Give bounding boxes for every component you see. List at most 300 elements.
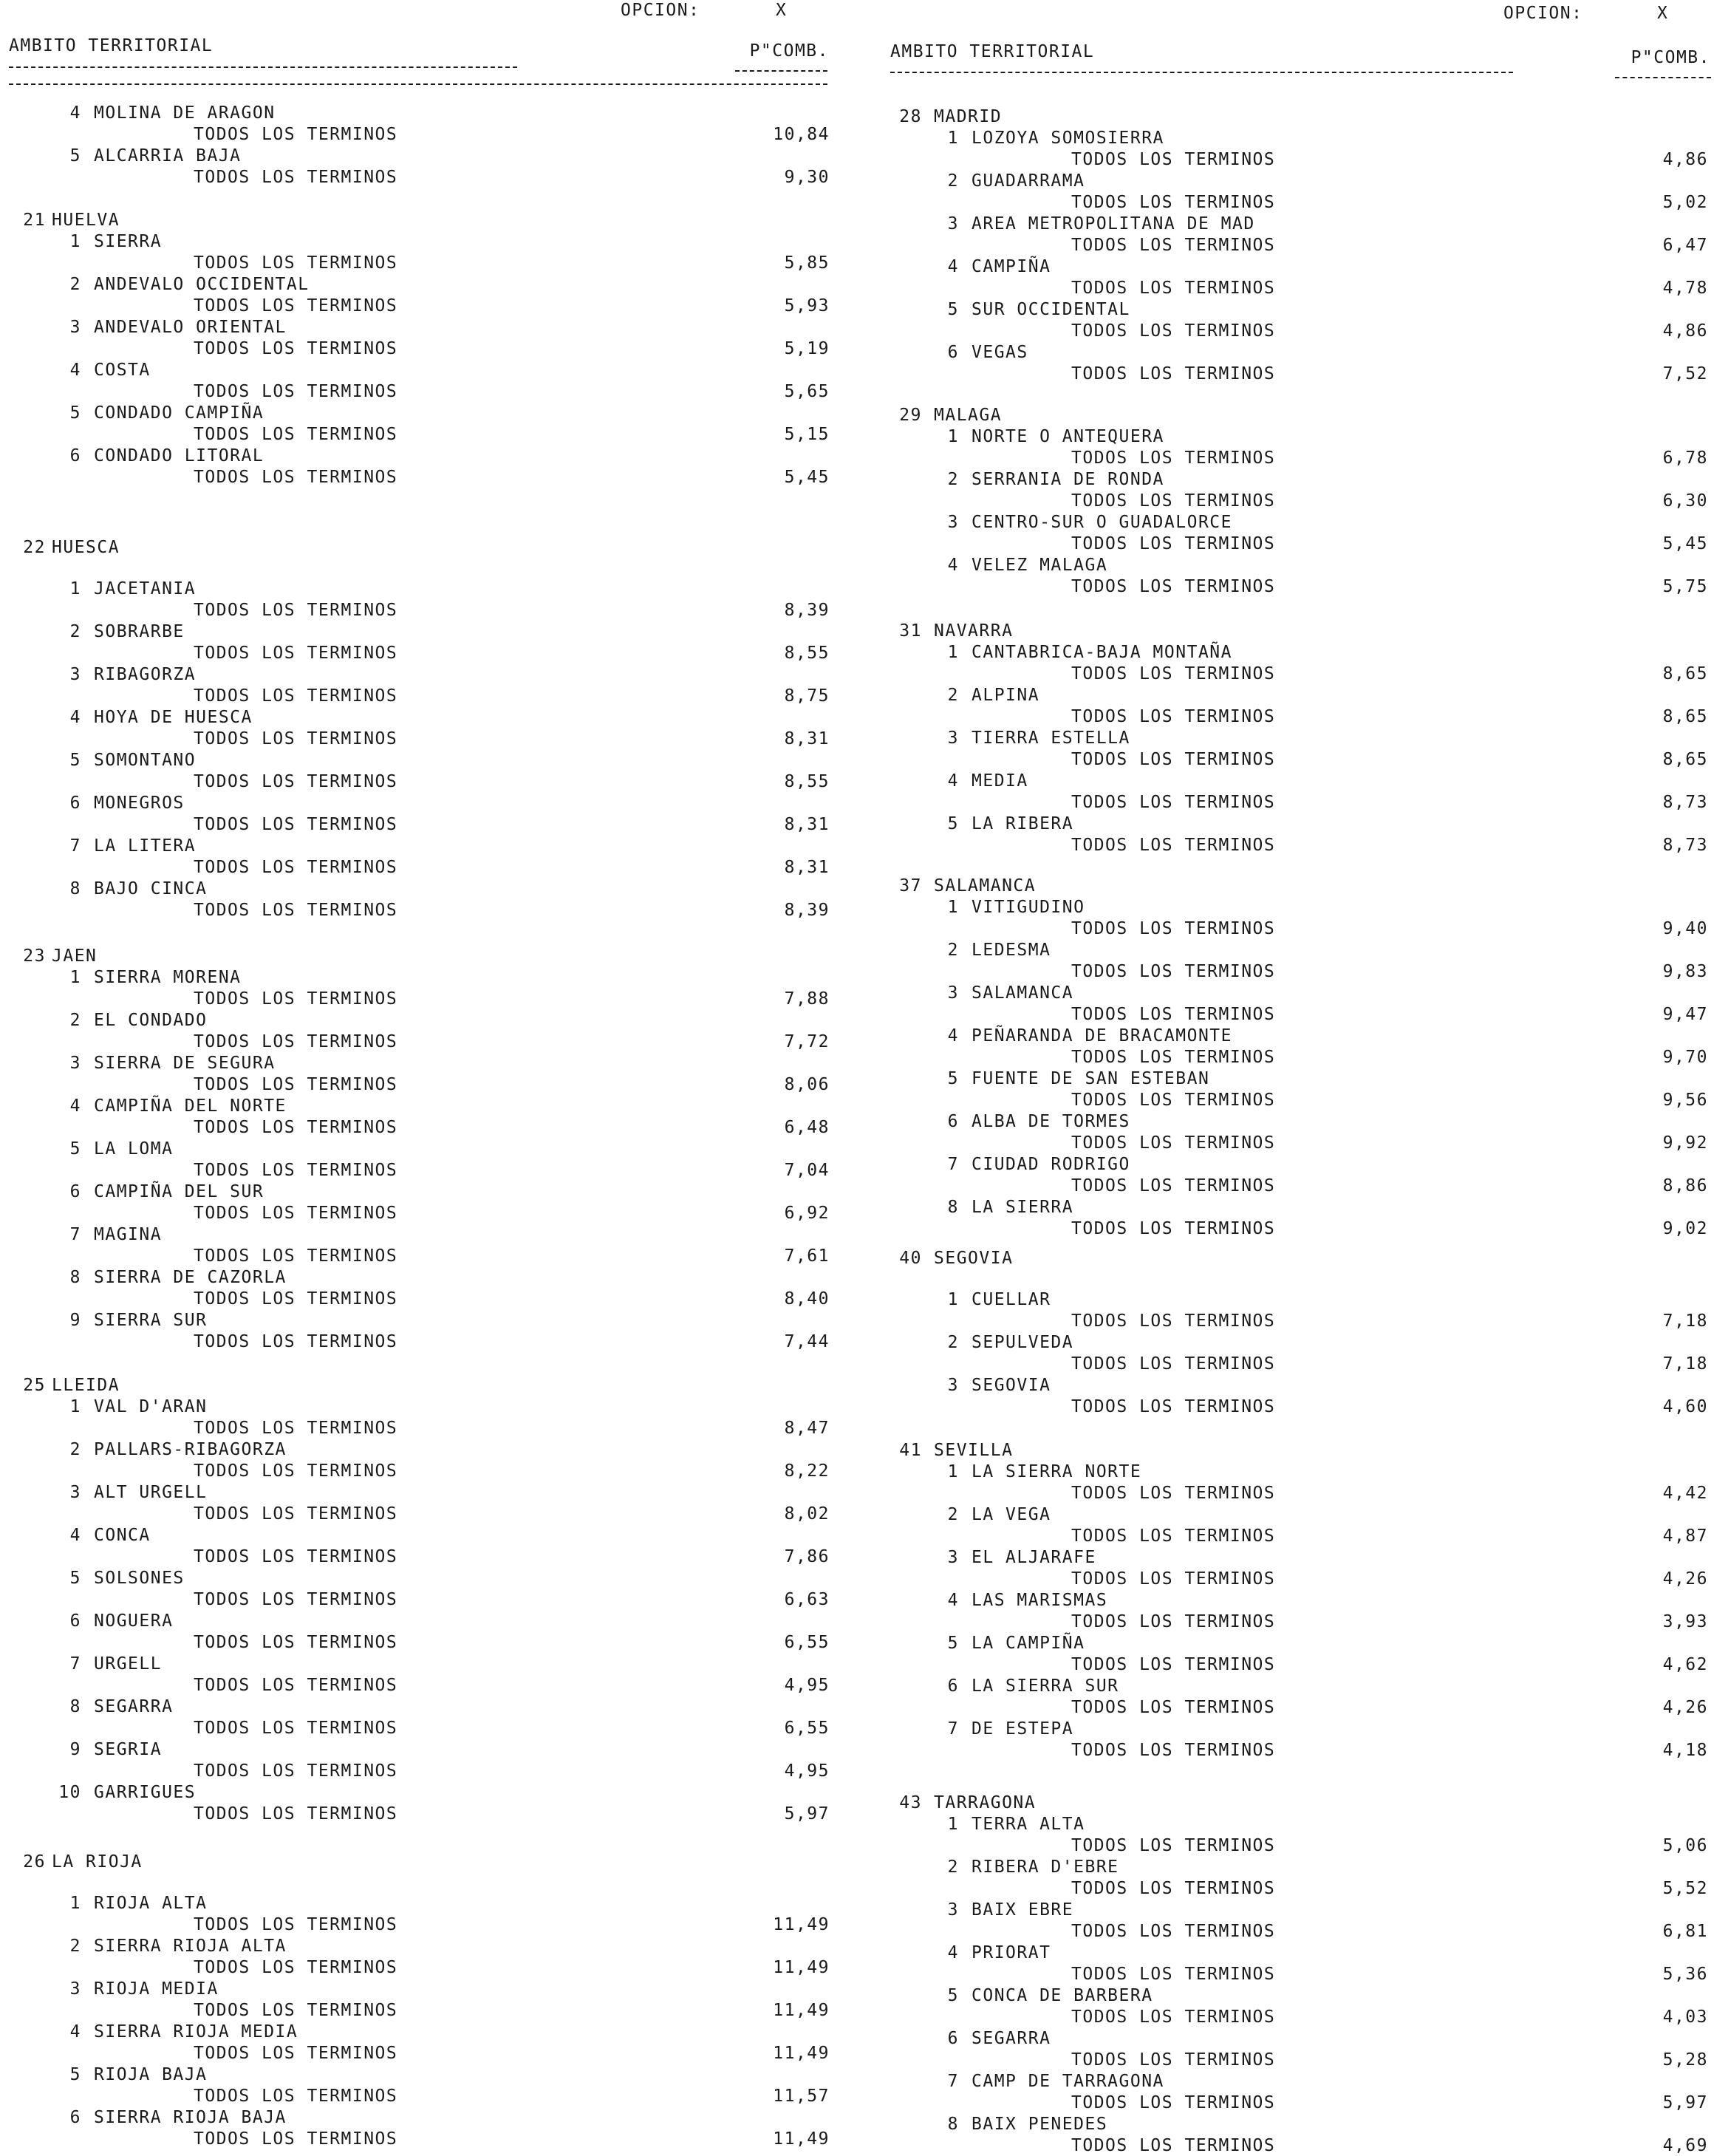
comb-value: 9,40	[1662, 919, 1708, 938]
comarca-name: EL ALJARAFE	[972, 1548, 1096, 1567]
term-label: TODOS LOS TERMINOS	[194, 858, 398, 877]
comarca-name: ANDEVALO OCCIDENTAL	[94, 275, 310, 294]
comb-value: 11,49	[773, 2129, 830, 2149]
comarca-number: 5	[947, 1634, 959, 1653]
comarca-name: BAIX PENEDES	[972, 2115, 1108, 2134]
term-label: TODOS LOS TERMINOS	[1071, 321, 1276, 341]
comb-value: 4,42	[1662, 1484, 1708, 1503]
comb-value: 5,02	[1662, 193, 1708, 212]
comb-value: 9,92	[1662, 1133, 1708, 1153]
province-name: TARRAGONA	[934, 1793, 1037, 1812]
comb-value: 4,26	[1662, 1569, 1708, 1589]
comarca-number: 2	[947, 470, 959, 489]
comarca-number: 9	[69, 1740, 81, 1759]
comarca-number: 5	[69, 1139, 81, 1159]
comarca-name: PEÑARANDA DE BRACAMONTE	[972, 1026, 1232, 1045]
comb-value: 6,78	[1662, 448, 1708, 468]
comarca-name: CAMPIÑA DEL NORTE	[94, 1096, 287, 1116]
comarca-name: MONEGROS	[94, 794, 185, 813]
comarca-name: CAMPIÑA	[972, 257, 1051, 276]
term-label: TODOS LOS TERMINOS	[194, 1547, 398, 1566]
term-label: TODOS LOS TERMINOS	[194, 1118, 398, 1137]
comarca-number: 2	[947, 171, 959, 191]
comarca-name: GUADARRAMA	[972, 171, 1085, 191]
value-heading: P"COMB.	[1631, 48, 1710, 67]
comarca-number: 4	[947, 1026, 959, 1045]
left-column	[0, 0, 850, 2155]
term-label: TODOS LOS TERMINOS	[1071, 2093, 1276, 2112]
comb-value: 7,04	[784, 1161, 830, 1180]
comb-value: 8,73	[1662, 836, 1708, 855]
term-label: TODOS LOS TERMINOS	[194, 296, 398, 315]
comarca-number: 7	[947, 2072, 959, 2091]
comarca-number: 2	[69, 1011, 81, 1030]
term-label: TODOS LOS TERMINOS	[1071, 1965, 1276, 1984]
term-label: TODOS LOS TERMINOS	[194, 1161, 398, 1180]
comarca-number: 3	[947, 1900, 959, 1920]
comarca-number: 1	[947, 643, 959, 662]
term-label: TODOS LOS TERMINOS	[1071, 193, 1276, 212]
comarca-name: SEGRIA	[94, 1740, 163, 1759]
term-label: TODOS LOS TERMINOS	[1071, 1612, 1276, 1631]
comarca-name: SIERRA SUR	[94, 1311, 208, 1330]
term-label: TODOS LOS TERMINOS	[194, 601, 398, 620]
term-label: TODOS LOS TERMINOS	[194, 1958, 398, 1977]
term-label: TODOS LOS TERMINOS	[194, 1761, 398, 1781]
term-label: TODOS LOS TERMINOS	[1071, 1219, 1276, 1238]
term-label: TODOS LOS TERMINOS	[194, 2001, 398, 2020]
comarca-name: DE ESTEPA	[972, 1719, 1074, 1739]
comarca-number: 6	[69, 1182, 81, 1201]
comb-value: 4,03	[1662, 2007, 1708, 2027]
comarca-number: 1	[947, 129, 959, 148]
comarca-name: RIBAGORZA	[94, 665, 197, 684]
comarca-name: LA SIERRA NORTE	[972, 1462, 1142, 1481]
comarca-number: 8	[947, 1198, 959, 1217]
comarca-name: SOBRARBE	[94, 622, 185, 641]
term-label: TODOS LOS TERMINOS	[194, 1804, 398, 1824]
comarca-name: CONCA	[94, 1526, 151, 1545]
comb-value: 4,95	[784, 1676, 830, 1695]
comb-value: 4,95	[784, 1761, 830, 1781]
comarca-name: SIERRA DE SEGURA	[94, 1054, 276, 1073]
comb-value: 9,83	[1662, 962, 1708, 981]
comb-value: 7,44	[784, 1332, 830, 1351]
term-label: TODOS LOS TERMINOS	[1071, 919, 1276, 938]
term-label: TODOS LOS TERMINOS	[194, 815, 398, 834]
province-name: SEVILLA	[934, 1441, 1014, 1460]
comarca-number: 4	[947, 556, 959, 575]
comarca-name: VITIGUDINO	[972, 898, 1085, 917]
comarca-number: 1	[947, 1462, 959, 1481]
comarca-name: HOYA DE HUESCA	[94, 708, 253, 727]
term-label: TODOS LOS TERMINOS	[1071, 1836, 1276, 1855]
comb-value: 7,72	[784, 1032, 830, 1051]
comb-value: 8,06	[784, 1075, 830, 1094]
term-label: TODOS LOS TERMINOS	[1071, 150, 1276, 169]
term-label: TODOS LOS TERMINOS	[1071, 1879, 1276, 1898]
comb-value: 7,61	[784, 1246, 830, 1266]
comarca-number: 2	[69, 1937, 81, 1956]
comarca-number: 1	[69, 1397, 81, 1416]
province-name: MALAGA	[934, 406, 1003, 425]
comb-value: 5,15	[784, 425, 830, 444]
comb-value: 5,52	[1662, 1879, 1708, 1898]
comarca-number: 6	[69, 2108, 81, 2127]
comb-value: 8,86	[1662, 1176, 1708, 1195]
comb-value: 4,26	[1662, 1698, 1708, 1717]
comb-value: 4,86	[1662, 321, 1708, 341]
comarca-number: 8	[947, 2115, 959, 2134]
comarca-number: 10	[58, 1783, 81, 1802]
comarca-number: 4	[947, 771, 959, 791]
comarca-number: 2	[947, 941, 959, 960]
province-code: 37	[899, 876, 922, 896]
comarca-name: SEPULVEDA	[972, 1333, 1074, 1352]
term-label: TODOS LOS TERMINOS	[194, 1676, 398, 1695]
comarca-name: NORTE O ANTEQUERA	[972, 427, 1164, 446]
term-label: TODOS LOS TERMINOS	[194, 989, 398, 1009]
comb-value: 6,92	[784, 1204, 830, 1223]
comarca-number: 5	[69, 751, 81, 770]
term-label: TODOS LOS TERMINOS	[194, 339, 398, 358]
comarca-name: EL CONDADO	[94, 1011, 208, 1030]
comarca-number: 4	[69, 2022, 81, 2041]
comarca-number: 3	[947, 729, 959, 748]
comarca-name: SEGARRA	[972, 2029, 1051, 2048]
comb-value: 11,49	[773, 1958, 830, 1977]
comb-value: 5,36	[1662, 1965, 1708, 1984]
comarca-name: SOMONTANO	[94, 751, 197, 770]
comarca-number: 7	[69, 1225, 81, 1244]
province-name: HUESCA	[52, 538, 120, 557]
comarca-number: 3	[947, 1376, 959, 1395]
term-label: TODOS LOS TERMINOS	[1071, 1526, 1276, 1546]
comarca-number: 2	[947, 1857, 959, 1877]
province-name: HUELVA	[52, 211, 120, 230]
comarca-number: 7	[69, 836, 81, 856]
province-code: 26	[23, 1852, 46, 1872]
comb-value: 11,49	[773, 1915, 830, 1934]
province-name: SEGOVIA	[934, 1249, 1014, 1268]
comarca-name: SERRANIA DE RONDA	[972, 470, 1164, 489]
comarca-number: 4	[947, 1943, 959, 1962]
comarca-number: 6	[69, 446, 81, 465]
comarca-name: SEGARRA	[94, 1697, 174, 1716]
right-column	[850, 0, 1714, 2155]
comb-value: 9,70	[1662, 1048, 1708, 1067]
full-width-rule	[9, 83, 827, 85]
comarca-number: 3	[69, 1054, 81, 1073]
comarca-number: 4	[69, 361, 81, 380]
comarca-name: ALBA DE TORMES	[972, 1112, 1130, 1131]
comb-value: 8,47	[784, 1419, 830, 1438]
comb-value: 4,18	[1662, 1741, 1708, 1760]
term-label: TODOS LOS TERMINOS	[1071, 1698, 1276, 1717]
comb-value: 5,93	[784, 296, 830, 315]
comb-value: 5,65	[784, 382, 830, 401]
term-label: TODOS LOS TERMINOS	[1071, 1569, 1276, 1589]
comarca-name: SEGOVIA	[972, 1376, 1051, 1395]
term-label: TODOS LOS TERMINOS	[1071, 491, 1276, 511]
province-code: 29	[899, 406, 922, 425]
comarca-number: 2	[947, 686, 959, 705]
term-label: TODOS LOS TERMINOS	[1071, 836, 1276, 855]
comb-value: 8,39	[784, 601, 830, 620]
comb-value: 6,48	[784, 1118, 830, 1137]
term-label: TODOS LOS TERMINOS	[194, 644, 398, 663]
comb-value: 6,47	[1662, 236, 1708, 255]
comb-value: 8,65	[1662, 707, 1708, 726]
term-label: TODOS LOS TERMINOS	[194, 2044, 398, 2063]
comb-value: 4,86	[1662, 150, 1708, 169]
comb-value: 7,88	[784, 989, 830, 1009]
comb-value: 8,55	[784, 644, 830, 663]
value-heading: P"COMB.	[749, 41, 829, 61]
comarca-name: ALPINA	[972, 686, 1040, 705]
term-label: TODOS LOS TERMINOS	[1071, 707, 1276, 726]
term-label: TODOS LOS TERMINOS	[1071, 236, 1276, 255]
comarca-number: 3	[947, 983, 959, 1003]
comb-value: 5,19	[784, 339, 830, 358]
comb-value: 9,56	[1662, 1091, 1708, 1110]
province-name: LA RIOJA	[52, 1852, 143, 1872]
comarca-number: 1	[947, 427, 959, 446]
comb-value: 5,45	[784, 468, 830, 487]
term-label: TODOS LOS TERMINOS	[194, 1289, 398, 1309]
opcion-value: X	[1657, 4, 1669, 23]
comarca-number: 5	[947, 1986, 959, 2005]
comarca-number: 1	[69, 968, 81, 987]
comb-value: 5,28	[1662, 2050, 1708, 2070]
term-label: TODOS LOS TERMINOS	[1071, 1397, 1276, 1416]
province-code: 22	[23, 538, 46, 557]
comarca-name: SIERRA RIOJA ALTA	[94, 1937, 287, 1956]
comb-value: 4,78	[1662, 279, 1708, 298]
comarca-number: 5	[947, 1069, 959, 1088]
comarca-number: 2	[69, 275, 81, 294]
term-label: TODOS LOS TERMINOS	[1071, 1484, 1276, 1503]
comb-value: 8,75	[784, 686, 830, 706]
comarca-name: MEDIA	[972, 771, 1028, 791]
comb-value: 5,75	[1662, 577, 1708, 596]
comarca-name: SALAMANCA	[972, 983, 1074, 1003]
comarca-name: SOLSONES	[94, 1569, 185, 1588]
comarca-name: TIERRA ESTELLA	[972, 729, 1130, 748]
comarca-number: 2	[947, 1333, 959, 1352]
comb-value: 8,65	[1662, 750, 1708, 769]
comb-value: 3,93	[1662, 1612, 1708, 1631]
comb-value: 6,55	[784, 1719, 830, 1738]
term-label: TODOS LOS TERMINOS	[194, 1719, 398, 1738]
term-label: TODOS LOS TERMINOS	[194, 1032, 398, 1051]
comb-value: 8,31	[784, 729, 830, 748]
comarca-number: 8	[69, 1268, 81, 1287]
term-label: TODOS LOS TERMINOS	[1071, 1354, 1276, 1374]
comarca-name: RIOJA ALTA	[94, 1894, 208, 1913]
term-label: TODOS LOS TERMINOS	[1071, 1922, 1276, 1941]
comarca-name: AREA METROPOLITANA DE MAD	[972, 214, 1255, 233]
comb-value: 9,47	[1662, 1005, 1708, 1024]
term-label: TODOS LOS TERMINOS	[1071, 279, 1276, 298]
comarca-number: 1	[947, 1290, 959, 1309]
province-code: 31	[899, 621, 922, 641]
comarca-name: CONDADO LITORAL	[94, 446, 264, 465]
term-label: TODOS LOS TERMINOS	[1071, 577, 1276, 596]
comarca-name: ALCARRIA BAJA	[94, 146, 242, 166]
term-label: TODOS LOS TERMINOS	[194, 1590, 398, 1609]
term-label: TODOS LOS TERMINOS	[1071, 1741, 1276, 1760]
comarca-number: 7	[947, 1719, 959, 1739]
term-label: TODOS LOS TERMINOS	[194, 772, 398, 791]
comb-value: 7,86	[784, 1547, 830, 1566]
comb-value: 10,84	[773, 125, 830, 144]
term-label: TODOS LOS TERMINOS	[194, 125, 398, 144]
term-label: TODOS LOS TERMINOS	[194, 1461, 398, 1481]
term-label: TODOS LOS TERMINOS	[194, 1204, 398, 1223]
comb-value: 7,52	[1662, 364, 1708, 383]
comarca-name: CAMPIÑA DEL SUR	[94, 1182, 264, 1201]
comarca-number: 1	[947, 1815, 959, 1834]
comarca-name: PRIORAT	[972, 1943, 1051, 1962]
term-label: TODOS LOS TERMINOS	[1071, 364, 1276, 383]
comarca-name: URGELL	[94, 1654, 163, 1674]
comarca-name: BAJO CINCA	[94, 879, 208, 898]
comb-value: 8,55	[784, 772, 830, 791]
comb-value: 8,22	[784, 1461, 830, 1481]
comarca-number: 1	[69, 232, 81, 251]
comarca-name: MAGINA	[94, 1225, 163, 1244]
comarca-name: SIERRA RIOJA BAJA	[94, 2108, 287, 2127]
comarca-name: CIUDAD RODRIGO	[972, 1155, 1130, 1174]
province-name: MADRID	[934, 107, 1003, 126]
term-label: TODOS LOS TERMINOS	[1071, 2007, 1276, 2027]
comarca-name: JACETANIA	[94, 579, 197, 598]
province-name: SALAMANCA	[934, 876, 1037, 896]
comarca-name: LA VEGA	[972, 1505, 1051, 1524]
comarca-name: LA CAMPIÑA	[972, 1634, 1085, 1653]
term-label: TODOS LOS TERMINOS	[194, 1332, 398, 1351]
comb-value: 8,39	[784, 901, 830, 920]
comarca-number: 6	[947, 1676, 959, 1696]
comb-value: 4,62	[1662, 1655, 1708, 1674]
comarca-name: LA RIBERA	[972, 814, 1074, 833]
term-label: TODOS LOS TERMINOS	[194, 2087, 398, 2106]
comarca-number: 2	[947, 1505, 959, 1524]
term-label: TODOS LOS TERMINOS	[194, 901, 398, 920]
comarca-number: 5	[69, 403, 81, 423]
comarca-name: RIOJA BAJA	[94, 2065, 208, 2084]
comarca-name: LA LITERA	[94, 836, 197, 856]
comarca-number: 6	[947, 2029, 959, 2048]
value-heading-underline	[1615, 77, 1711, 78]
comarca-number: 3	[947, 214, 959, 233]
comb-value: 11,57	[773, 2087, 830, 2106]
comb-value: 5,06	[1662, 1836, 1708, 1855]
comarca-number: 4	[947, 1591, 959, 1610]
comarca-number: 1	[69, 579, 81, 598]
comarca-name: SIERRA DE CAZORLA	[94, 1268, 287, 1287]
comarca-name: CUELLAR	[972, 1290, 1051, 1309]
comb-value: 11,49	[773, 2044, 830, 2063]
term-label: TODOS LOS TERMINOS	[1071, 1048, 1276, 1067]
heading-underline	[9, 66, 517, 68]
province-code: 43	[899, 1793, 922, 1812]
comarca-name: LA SIERRA SUR	[972, 1676, 1119, 1696]
comarca-name: SUR OCCIDENTAL	[972, 300, 1130, 319]
province-code: 25	[23, 1376, 46, 1395]
comarca-number: 2	[69, 622, 81, 641]
comarca-number: 3	[947, 1548, 959, 1567]
comarca-number: 8	[69, 879, 81, 898]
heading-underline	[890, 72, 1513, 73]
comarca-number: 5	[69, 1569, 81, 1588]
comarca-number: 2	[69, 1440, 81, 1459]
comarca-name: ALT URGELL	[94, 1483, 208, 1502]
comarca-number: 9	[69, 1311, 81, 1330]
comarca-number: 7	[69, 1654, 81, 1674]
comarca-number: 5	[69, 146, 81, 166]
comb-value: 9,30	[784, 168, 830, 187]
term-label: TODOS LOS TERMINOS	[1071, 664, 1276, 683]
province-code: 40	[899, 1249, 922, 1268]
comarca-number: 3	[69, 1483, 81, 1502]
term-label: TODOS LOS TERMINOS	[1071, 448, 1276, 468]
comb-value: 7,18	[1662, 1354, 1708, 1374]
comarca-name: VELEZ MALAGA	[972, 556, 1108, 575]
term-label: TODOS LOS TERMINOS	[1071, 534, 1276, 553]
comarca-number: 1	[947, 898, 959, 917]
comb-value: 7,18	[1662, 1311, 1708, 1331]
comarca-name: NOGUERA	[94, 1611, 174, 1631]
term-label: TODOS LOS TERMINOS	[194, 425, 398, 444]
comb-value: 6,81	[1662, 1922, 1708, 1941]
comarca-number: 4	[947, 257, 959, 276]
comarca-number: 5	[69, 2065, 81, 2084]
comarca-name: LA LOMA	[94, 1139, 174, 1159]
comarca-number: 5	[947, 300, 959, 319]
comarca-name: TERRA ALTA	[972, 1815, 1085, 1834]
comarca-name: GARRIGUES	[94, 1783, 197, 1802]
comb-value: 9,02	[1662, 1219, 1708, 1238]
comb-value: 6,30	[1662, 491, 1708, 511]
opcion-label: OPCION:	[621, 1, 700, 20]
comarca-number: 4	[69, 1096, 81, 1116]
comb-value: 6,63	[784, 1590, 830, 1609]
comarca-name: CONDADO CAMPIÑA	[94, 403, 264, 423]
opcion-value: X	[776, 1, 788, 20]
province-code: 23	[23, 946, 46, 966]
comarca-number: 4	[69, 1526, 81, 1545]
term-label: TODOS LOS TERMINOS	[1071, 1655, 1276, 1674]
comb-value: 4,60	[1662, 1397, 1708, 1416]
comarca-name: BAIX EBRE	[972, 1900, 1074, 1920]
comarca-number: 3	[947, 513, 959, 532]
comb-value: 8,31	[784, 815, 830, 834]
term-label: TODOS LOS TERMINOS	[1071, 750, 1276, 769]
comb-value: 11,49	[773, 2001, 830, 2020]
term-label: TODOS LOS TERMINOS	[1071, 793, 1276, 812]
comarca-number: 1	[69, 1894, 81, 1913]
comarca-name: CANTABRICA-BAJA MONTAÑA	[972, 643, 1232, 662]
comb-value: 5,85	[784, 253, 830, 273]
comarca-name: RIOJA MEDIA	[94, 1979, 219, 1999]
comarca-number: 3	[69, 1979, 81, 1999]
term-label: TODOS LOS TERMINOS	[1071, 1133, 1276, 1153]
comb-value: 4,87	[1662, 1526, 1708, 1546]
comb-value: 5,97	[784, 1804, 830, 1824]
comarca-name: CAMP DE TARRAGONA	[972, 2072, 1164, 2091]
